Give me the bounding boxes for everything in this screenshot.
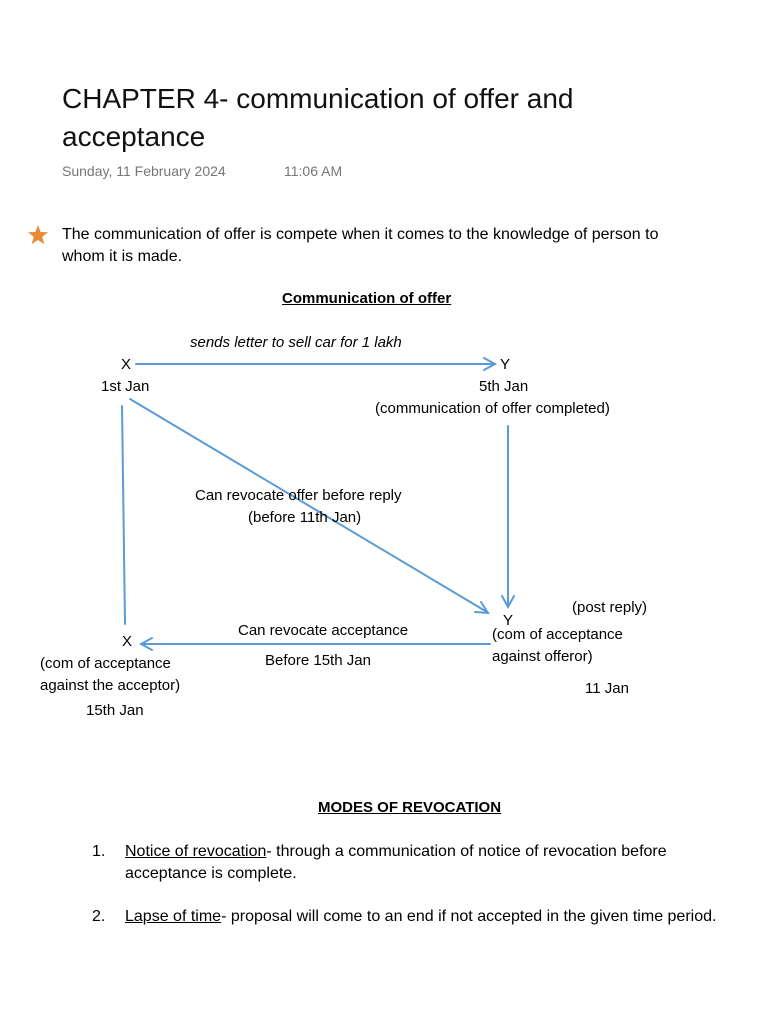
y-bottom-label: Y: [503, 612, 514, 629]
mode-term: Notice of revocation: [125, 843, 267, 860]
top-arrow-label: sends letter to sell car for 1 lakh: [190, 334, 402, 351]
bottom-arrow-label-2: Before 15th Jan: [265, 652, 371, 669]
y-top-label: Y: [500, 356, 511, 373]
mode-number: 1.: [92, 843, 106, 860]
x-top-label: X: [121, 356, 132, 373]
arrow-head-diagonal: [475, 602, 488, 613]
diagram-heading: Communication of offer: [282, 290, 452, 307]
y-bottom-note-2: against offeror): [492, 648, 593, 665]
x-bottom-label: X: [122, 633, 133, 650]
y-top-note: (communication of offer completed): [375, 400, 610, 417]
page-date: Sunday, 11 February 2024: [62, 163, 226, 179]
mode-term: Lapse of time: [125, 908, 222, 925]
y-top-date: 5th Jan: [479, 378, 529, 395]
page-title: CHAPTER 4- communication of offer and acceptance: [62, 83, 574, 152]
y-bottom-date: 11 Jan: [585, 680, 629, 697]
diagonal-label-2: (before 11th Jan): [248, 509, 362, 526]
x-top-date: 1st Jan: [101, 378, 150, 395]
line-x-down: [122, 406, 125, 624]
diagonal-label-1: Can revocate offer before reply: [195, 487, 402, 504]
bottom-arrow-label-1: Can revocate acceptance: [238, 622, 409, 639]
x-bottom-date: 15th Jan: [86, 702, 144, 719]
mode-description: - through a communication of notice of revocation before acceptance is complete.: [125, 843, 667, 882]
modes-heading: MODES OF REVOCATION: [318, 799, 502, 816]
mode-description: - proposal will come to an end if not accepted in the given time period.: [221, 908, 717, 925]
note-text: The communication of offer is compete when it comes to the knowledge of person to whom it is made.: [62, 226, 659, 265]
x-bottom-note-1: (com of acceptance: [40, 655, 171, 672]
post-reply-label: (post reply): [572, 599, 648, 616]
page-time: 11:06 AM: [284, 163, 343, 179]
x-bottom-note-2: against the acceptor): [40, 677, 181, 694]
y-bottom-note-1: (com of acceptance: [492, 626, 623, 643]
mode-item: [125, 906, 735, 928]
mode-item: [125, 841, 735, 885]
mode-number: 2.: [92, 908, 106, 925]
